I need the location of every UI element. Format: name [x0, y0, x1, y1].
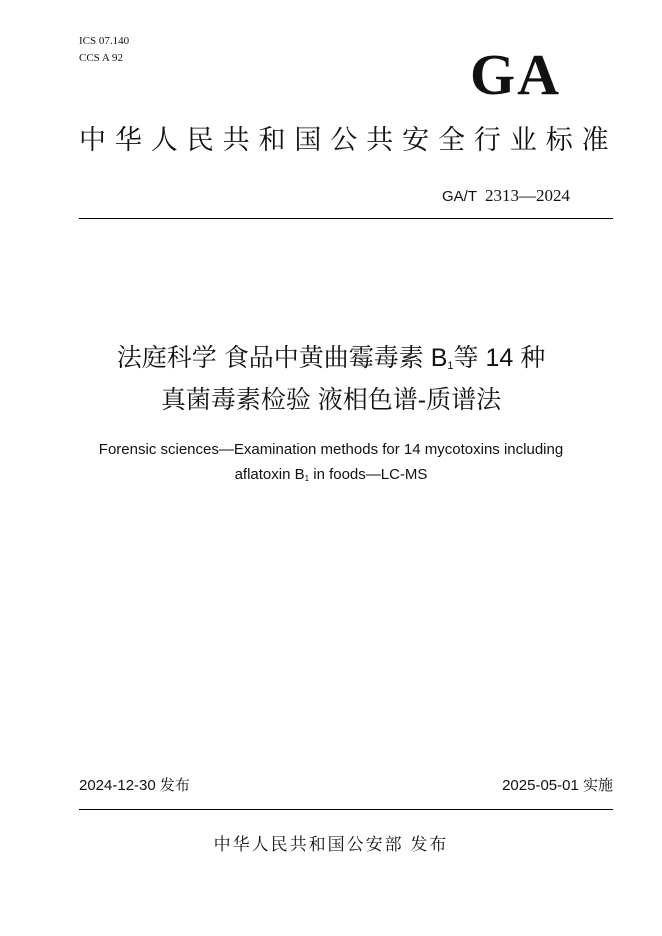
title-en-subscript: 1 [304, 474, 310, 483]
title-en-line2 [0, 465, 662, 489]
title-cn-subscript: 1 [447, 360, 454, 372]
title-en-line2-text: aflatoxin B [234, 466, 305, 483]
title-cn-line1-text: 法庭科学 食品中黄曲霉毒素 B [116, 344, 448, 372]
issue-date: 2024-12-30 发布 [79, 777, 190, 794]
ccs-code: CCS A 92 [79, 52, 124, 64]
implementation-date: 2025-05-01 实施 [502, 777, 613, 794]
ics-code: ICS 07.140 [79, 35, 130, 47]
top-divider [79, 218, 613, 219]
title-cn-line2: 真菌毒素检验 液相色谱-质谱法 [160, 386, 502, 414]
standard-type: 中华人民共和国公共安全行业标准 [79, 125, 618, 155]
bottom-divider [79, 809, 613, 810]
title-cn-line1-tail: 等 14 种 [453, 344, 546, 372]
title-en-line1: Forensic sciences—Examination methods for 14 mycotoxins including [98, 441, 564, 458]
standard-number [442, 186, 570, 207]
standard-code: 2313—2024 [485, 186, 571, 205]
standard-prefix: GA/T [442, 188, 478, 205]
title-cn-line1 [0, 342, 662, 382]
ga-logo: GA [470, 42, 561, 107]
title-en-line2-tail: in foods—LC-MS [309, 466, 428, 483]
issuer: 中华人民共和国公安部 发布 [213, 835, 449, 854]
